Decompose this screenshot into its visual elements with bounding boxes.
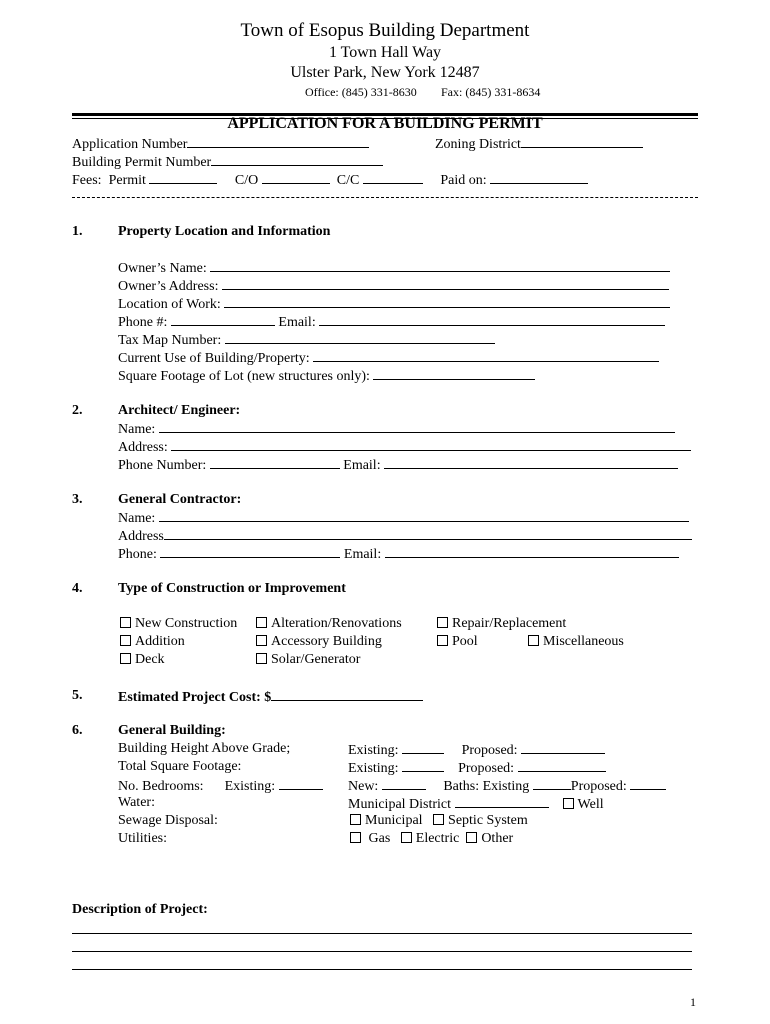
contractor-email-label: Email: bbox=[343, 547, 382, 562]
option-label: Solar/Generator bbox=[271, 652, 361, 667]
fees-label: Fees: bbox=[72, 173, 102, 188]
other-label: Other bbox=[481, 831, 514, 846]
form-title: APPLICATION FOR A BUILDING PERMIT bbox=[227, 115, 543, 132]
cc-fee-label: C/C bbox=[336, 173, 360, 188]
sq-ft-label: Total Square Footage: bbox=[118, 759, 242, 774]
option-label: Pool bbox=[452, 634, 478, 649]
bedrooms-row bbox=[118, 777, 323, 795]
option-label: Repair/Replacement bbox=[452, 616, 567, 631]
gas-option[interactable] bbox=[350, 831, 390, 846]
contractor-address-label: Address bbox=[118, 529, 164, 544]
bedrooms-new-label: New: bbox=[348, 779, 379, 794]
co-fee-field[interactable] bbox=[262, 171, 330, 184]
option-repair[interactable] bbox=[437, 616, 566, 632]
sq-footage-label: Square Footage of Lot (new structures only): bbox=[118, 369, 370, 384]
city-address: Ulster Park, New York 12487 bbox=[290, 64, 480, 81]
other-option[interactable] bbox=[466, 831, 513, 846]
architect-email-label: Email: bbox=[343, 458, 381, 473]
sq-ft-existing-label: Existing: bbox=[348, 761, 399, 776]
option-alteration[interactable] bbox=[256, 616, 402, 632]
checkbox-icon[interactable] bbox=[120, 617, 131, 628]
section-2-number: 2. bbox=[72, 403, 83, 418]
checkbox-icon[interactable] bbox=[433, 814, 444, 825]
application-number-row bbox=[72, 135, 369, 153]
option-label: Accessory Building bbox=[271, 634, 382, 649]
option-pool[interactable] bbox=[437, 634, 478, 650]
owner-address-row bbox=[118, 277, 669, 295]
architect-address-field[interactable] bbox=[171, 438, 691, 451]
option-solar[interactable] bbox=[256, 652, 360, 668]
phone-label: Phone #: bbox=[118, 315, 168, 330]
architect-name-label: Name: bbox=[118, 422, 156, 437]
septic-label: Septic System bbox=[448, 813, 528, 828]
sq-footage-row bbox=[118, 367, 535, 385]
phone-email-row bbox=[118, 313, 665, 331]
checkbox-icon[interactable] bbox=[563, 798, 574, 809]
owner-name-field[interactable] bbox=[210, 259, 670, 272]
option-addition[interactable] bbox=[120, 634, 185, 650]
paid-on-label: Paid on: bbox=[440, 173, 487, 188]
location-row bbox=[118, 295, 670, 313]
permit-fee-label: Permit bbox=[108, 173, 146, 188]
checkbox-icon[interactable] bbox=[256, 635, 267, 646]
description-label: Description of Project: bbox=[72, 902, 208, 917]
architect-phone-field[interactable] bbox=[210, 456, 340, 469]
permit-number-label: Building Permit Number bbox=[72, 155, 212, 170]
section-5-number: 5. bbox=[72, 688, 83, 703]
contractor-address-field[interactable] bbox=[164, 527, 692, 540]
owner-address-label: Owner’s Address: bbox=[118, 279, 219, 294]
electric-label: Electric bbox=[415, 831, 460, 846]
checkbox-icon[interactable] bbox=[466, 832, 477, 843]
architect-address-row bbox=[118, 438, 691, 456]
tax-map-field[interactable] bbox=[225, 331, 495, 344]
paid-on-field[interactable] bbox=[490, 171, 588, 184]
checkbox-icon[interactable] bbox=[350, 832, 361, 843]
description-line-1[interactable] bbox=[72, 933, 692, 934]
fax-number: Fax: (845) 331-8634 bbox=[441, 85, 541, 99]
checkbox-icon[interactable] bbox=[437, 617, 448, 628]
option-label: Miscellaneous bbox=[543, 634, 624, 649]
location-label: Location of Work: bbox=[118, 297, 221, 312]
architect-phone-row bbox=[118, 456, 678, 474]
owner-name-label: Owner’s Name: bbox=[118, 261, 207, 276]
bedrooms-existing-label: Existing: bbox=[224, 779, 276, 794]
baths-proposed-field[interactable] bbox=[630, 777, 666, 790]
electric-option[interactable] bbox=[401, 831, 460, 846]
cc-fee-field[interactable] bbox=[363, 171, 423, 184]
section-3-title: General Contractor: bbox=[118, 492, 242, 507]
permit-number-field[interactable] bbox=[211, 153, 383, 166]
zoning-district-label: Zoning District bbox=[435, 137, 521, 152]
sq-footage-field[interactable] bbox=[373, 367, 535, 380]
checkbox-icon[interactable] bbox=[256, 653, 267, 664]
height-existing-field[interactable] bbox=[402, 741, 444, 754]
project-cost-field[interactable] bbox=[271, 688, 423, 701]
contractor-name-row bbox=[118, 509, 689, 527]
bedrooms-new-row bbox=[348, 777, 666, 795]
height-proposed-field[interactable] bbox=[521, 741, 605, 754]
section-4-title: Type of Construction or Improvement bbox=[118, 581, 346, 596]
option-label: Addition bbox=[135, 634, 185, 649]
email-field[interactable] bbox=[319, 313, 665, 326]
sewage-municipal-option[interactable] bbox=[350, 813, 423, 828]
baths-proposed-label: Proposed: bbox=[570, 779, 627, 794]
section-2-title: Architect/ Engineer: bbox=[118, 403, 241, 418]
permit-number-row bbox=[72, 153, 383, 171]
bedrooms-label: No. Bedrooms: bbox=[118, 779, 204, 794]
checkbox-icon[interactable] bbox=[350, 814, 361, 825]
option-new-construction[interactable] bbox=[120, 616, 237, 632]
bedrooms-new-field[interactable] bbox=[382, 777, 426, 790]
contractor-phone-label: Phone: bbox=[118, 547, 157, 562]
co-fee-label: C/O bbox=[234, 173, 259, 188]
current-use-row bbox=[118, 349, 659, 367]
architect-address-label: Address: bbox=[118, 440, 168, 455]
location-field[interactable] bbox=[224, 295, 670, 308]
sewage-municipal-label: Municipal bbox=[365, 813, 423, 828]
contractor-name-field[interactable] bbox=[159, 509, 689, 522]
height-proposed-label: Proposed: bbox=[461, 743, 518, 758]
checkbox-icon[interactable] bbox=[120, 635, 131, 646]
office-phone: Office: (845) 331-8630 bbox=[305, 85, 417, 99]
description-line-2[interactable] bbox=[72, 951, 692, 952]
tax-map-row bbox=[118, 331, 495, 349]
architect-email-field[interactable] bbox=[384, 456, 678, 469]
owner-address-field[interactable] bbox=[222, 277, 669, 290]
contractor-phone-field[interactable] bbox=[160, 545, 340, 558]
utilities-label: Utilities: bbox=[118, 831, 167, 846]
well-option[interactable] bbox=[563, 797, 604, 812]
sewage-label: Sewage Disposal: bbox=[118, 813, 218, 828]
application-number-label: Application Number bbox=[72, 137, 188, 152]
zoning-district-row bbox=[435, 135, 643, 153]
phone-field[interactable] bbox=[171, 313, 275, 326]
section-1-number: 1. bbox=[72, 224, 83, 239]
height-label: Building Height Above Grade; bbox=[118, 741, 291, 756]
option-accessory[interactable] bbox=[256, 634, 382, 650]
sewage-fields bbox=[350, 813, 528, 829]
architect-name-row bbox=[118, 420, 675, 438]
section-6-title: General Building: bbox=[118, 723, 226, 738]
current-use-label: Current Use of Building/Property: bbox=[118, 351, 310, 366]
option-misc[interactable] bbox=[528, 634, 624, 650]
email-label: Email: bbox=[278, 315, 316, 330]
baths-existing-label: Baths: Existing bbox=[443, 779, 530, 794]
checkbox-icon[interactable] bbox=[401, 832, 412, 843]
page-number: 1 bbox=[690, 995, 696, 1009]
contractor-phone-row bbox=[118, 545, 679, 563]
section-1-title: Property Location and Information bbox=[118, 224, 331, 239]
owner-name-row bbox=[118, 259, 670, 277]
description-line-3[interactable] bbox=[72, 969, 692, 970]
municipal-district-field[interactable] bbox=[455, 795, 549, 808]
sq-ft-proposed-field[interactable] bbox=[518, 759, 606, 772]
height-existing-label: Existing: bbox=[348, 743, 399, 758]
option-label: Alteration/Renovations bbox=[271, 616, 402, 631]
admin-divider bbox=[72, 197, 698, 198]
section-4-number: 4. bbox=[72, 581, 83, 596]
checkbox-icon[interactable] bbox=[256, 617, 267, 628]
checkbox-icon[interactable] bbox=[437, 635, 448, 646]
application-number-field[interactable] bbox=[187, 135, 369, 148]
water-label: Water: bbox=[118, 795, 155, 810]
sq-ft-fields bbox=[348, 759, 606, 777]
permit-fee-field[interactable] bbox=[149, 171, 217, 184]
septic-option[interactable] bbox=[433, 813, 528, 828]
option-label: Deck bbox=[135, 652, 165, 667]
fees-row bbox=[72, 171, 588, 189]
water-fields bbox=[348, 795, 604, 813]
tax-map-label: Tax Map Number: bbox=[118, 333, 222, 348]
department-name: Town of Esopus Building Department bbox=[240, 20, 530, 41]
well-label: Well bbox=[577, 797, 604, 812]
section-6-number: 6. bbox=[72, 723, 83, 738]
height-fields bbox=[348, 741, 605, 759]
section-3-number: 3. bbox=[72, 492, 83, 507]
sq-ft-proposed-label: Proposed: bbox=[458, 761, 515, 776]
checkbox-icon[interactable] bbox=[528, 635, 539, 646]
street-address: 1 Town Hall Way bbox=[328, 44, 442, 61]
checkbox-icon[interactable] bbox=[120, 653, 131, 664]
utilities-fields bbox=[350, 831, 513, 847]
municipal-district-label: Municipal District bbox=[348, 797, 452, 812]
project-cost-label: Estimated Project Cost: $ bbox=[118, 690, 272, 705]
contractor-name-label: Name: bbox=[118, 511, 156, 526]
architect-name-field[interactable] bbox=[159, 420, 675, 433]
gas-label: Gas bbox=[368, 831, 391, 846]
contractor-email-field[interactable] bbox=[385, 545, 679, 558]
sq-ft-existing-field[interactable] bbox=[402, 759, 444, 772]
contractor-address-row bbox=[118, 527, 692, 545]
current-use-field[interactable] bbox=[313, 349, 659, 362]
zoning-district-field[interactable] bbox=[521, 135, 643, 148]
bedrooms-existing-field[interactable] bbox=[279, 777, 323, 790]
option-label: New Construction bbox=[135, 616, 238, 631]
project-cost-row bbox=[118, 688, 423, 706]
baths-existing-field[interactable] bbox=[533, 777, 571, 790]
architect-phone-label: Phone Number: bbox=[118, 458, 207, 473]
option-deck[interactable] bbox=[120, 652, 165, 668]
